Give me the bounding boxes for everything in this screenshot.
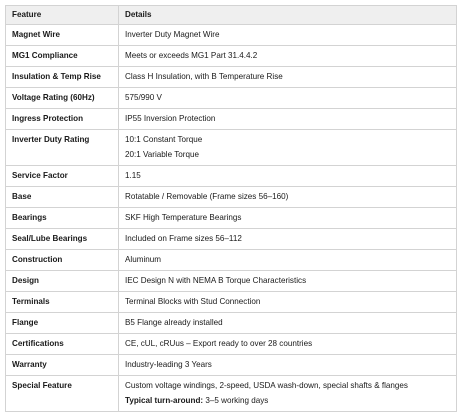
details-cell: Aluminum <box>119 250 457 271</box>
feature-cell: MG1 Compliance <box>6 46 119 67</box>
table-row <box>6 166 457 187</box>
feature-cell: Special Feature <box>6 376 119 412</box>
feature-cell: Base <box>6 187 119 208</box>
table-row <box>6 208 457 229</box>
details-cell: IEC Design N with NEMA B Torque Characteristics <box>119 271 457 292</box>
feature-cell: Warranty <box>6 355 119 376</box>
feature-cell: Inverter Duty Rating <box>6 130 119 166</box>
table-row <box>6 250 457 271</box>
feature-cell: Insulation & Temp Rise <box>6 67 119 88</box>
feature-cell: Design <box>6 271 119 292</box>
details-cell: CE, cUL, cRUus – Export ready to over 28 countries <box>119 334 457 355</box>
table-row <box>6 229 457 250</box>
details-line: Custom voltage windings, 2-speed, USDA wash-down, special shafts & flanges <box>125 381 408 390</box>
table-row <box>6 88 457 109</box>
details-cell: Included on Frame sizes 56–112 <box>119 229 457 250</box>
table-row <box>6 355 457 376</box>
feature-cell: Flange <box>6 313 119 334</box>
header-details: Details <box>119 6 457 25</box>
table-row <box>6 334 457 355</box>
details-line <box>125 396 450 406</box>
table-row <box>6 109 457 130</box>
spec-table <box>5 5 457 412</box>
details-cell: Terminal Blocks with Stud Connection <box>119 292 457 313</box>
details-cell: 575/990 V <box>119 88 457 109</box>
table-row <box>6 130 457 166</box>
feature-cell: Magnet Wire <box>6 25 119 46</box>
details-cell <box>119 376 457 412</box>
feature-cell: Voltage Rating (60Hz) <box>6 88 119 109</box>
feature-cell: Construction <box>6 250 119 271</box>
details-cell: Inverter Duty Magnet Wire <box>119 25 457 46</box>
table-row <box>6 292 457 313</box>
details-cell: Class H Insulation, with B Temperature Rise <box>119 67 457 88</box>
details-cell: 1.15 <box>119 166 457 187</box>
details-cell: Rotatable / Removable (Frame sizes 56–160) <box>119 187 457 208</box>
header-feature: Feature <box>6 6 119 25</box>
details-cell: B5 Flange already installed <box>119 313 457 334</box>
turnaround-value: 3–5 working days <box>203 396 269 405</box>
table-row <box>6 67 457 88</box>
feature-cell: Bearings <box>6 208 119 229</box>
table-row <box>6 313 457 334</box>
feature-cell: Service Factor <box>6 166 119 187</box>
details-cell: Meets or exceeds MG1 Part 31.4.4.2 <box>119 46 457 67</box>
details-cell <box>119 130 457 166</box>
table-row <box>6 187 457 208</box>
table-row <box>6 46 457 67</box>
table-row <box>6 376 457 412</box>
feature-cell: Certifications <box>6 334 119 355</box>
details-line: 10:1 Constant Torque <box>125 135 203 144</box>
table-row <box>6 271 457 292</box>
feature-cell: Seal/Lube Bearings <box>6 229 119 250</box>
details-cell: Industry-leading 3 Years <box>119 355 457 376</box>
turnaround-label: Typical turn-around: <box>125 396 204 405</box>
table-header-row <box>6 6 457 25</box>
details-cell: SKF High Temperature Bearings <box>119 208 457 229</box>
details-cell: IP55 Inversion Protection <box>119 109 457 130</box>
table-row <box>6 25 457 46</box>
details-line: 20:1 Variable Torque <box>125 150 199 159</box>
feature-cell: Ingress Protection <box>6 109 119 130</box>
feature-cell: Terminals <box>6 292 119 313</box>
